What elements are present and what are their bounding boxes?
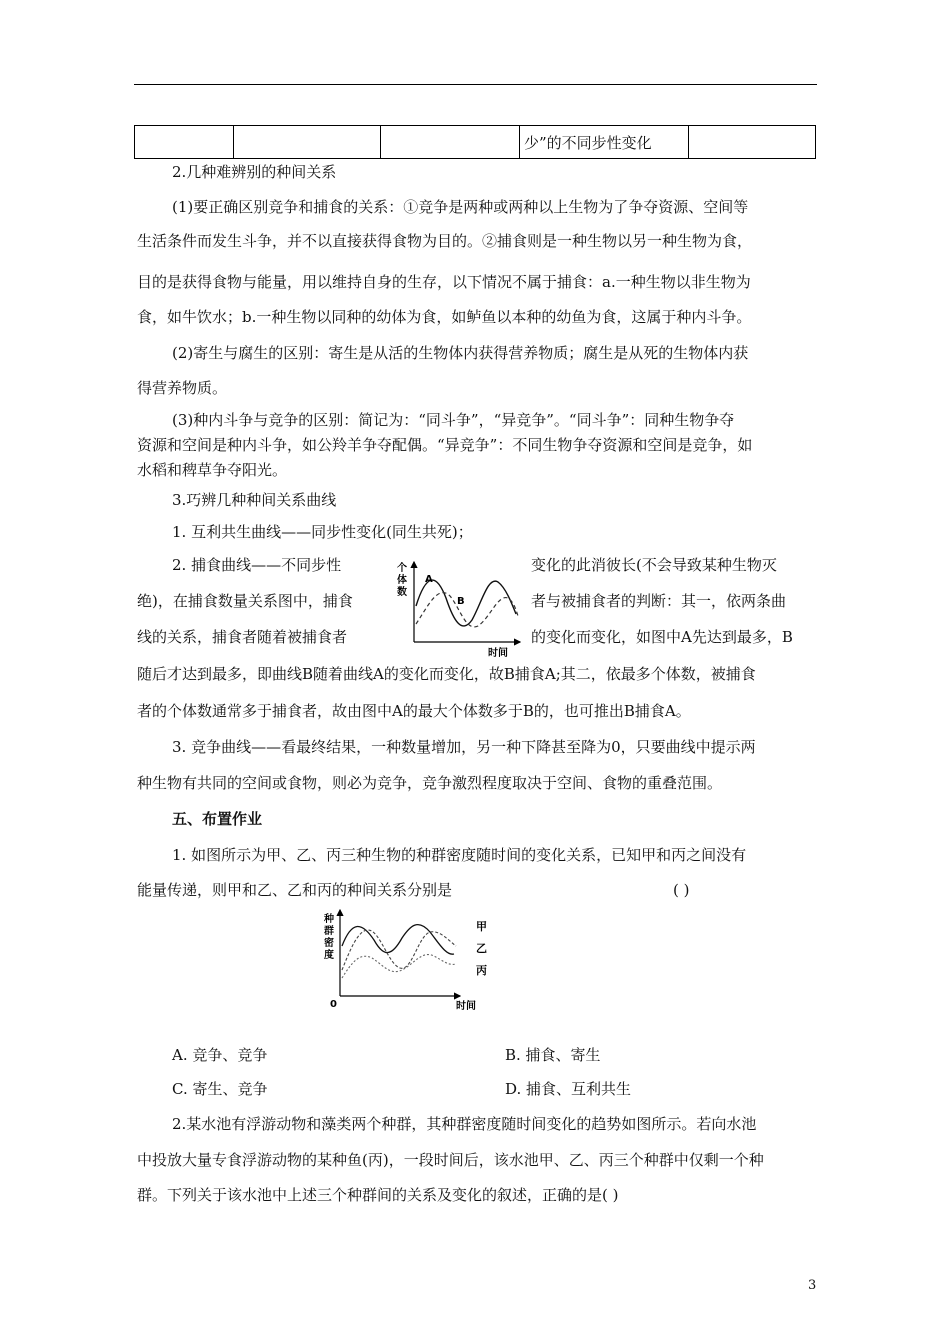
paragraph-line: 者与被捕食者的判断：其一，依两条曲 (531, 592, 787, 610)
section2-heading: 2.几种难辨别的种间关系 (172, 163, 337, 181)
paragraph-line: 资源和空间是种内斗争，如公羚羊争夺配偶。“异竞争”：不同生物争夺资源和空间是竞争，如 (137, 436, 753, 454)
table-cell (381, 126, 520, 159)
y-label-char: 群 (324, 926, 334, 937)
series-label-jia: 甲 (476, 920, 487, 933)
series-label-yi: 乙 (476, 942, 487, 955)
origin-label: 0 (330, 999, 337, 1010)
header-rule (134, 84, 817, 85)
curve-b (416, 593, 518, 627)
y-label-char: 度 (324, 950, 334, 961)
paragraph-line: (3)种内斗争与竞争的区别：简记为：“同斗争”，“异竞争”。“同斗争”：同种生物争夺 (172, 411, 735, 429)
answer-parenthesis: ( ) (673, 881, 690, 899)
y-label-char: 体 (397, 575, 407, 586)
paragraph-line: 生活条件而发生斗争，并不以直接获得食物为目的。②捕食则是一种生物以另一种生物为食， (137, 232, 753, 250)
paragraph-line: (1)要正确区别竞争和捕食的关系：①竞争是两种或两种以上生物为了争夺资源、空间等 (172, 198, 749, 216)
table-fragment (134, 125, 816, 159)
curve-a-label: A (425, 574, 433, 585)
paragraph-line: 目的是获得食物与能量，用以维持自身的生存，以下情况不属于捕食：a.一种生物以非生物为 (137, 273, 751, 291)
paragraph-line: 食，如牛饮水；b.一种生物以同种的幼体为食，如鲈鱼以本种的幼鱼为食，这属于种内斗争。 (137, 308, 752, 326)
paragraph-line: 者的个体数通常多于捕食者，故由图中A的最大个体数多于B的，也可推出B捕食A。 (137, 702, 691, 720)
question-line: 2.某水池有浮游动物和藻类两个种群，其种群密度随时间变化的趋势如图所示。若向水池 (172, 1115, 757, 1133)
y-label-char: 数 (397, 587, 407, 598)
question-line: 能量传递，则甲和乙、乙和丙的种间关系分别是 (137, 881, 453, 899)
curve-b-label: B (457, 596, 465, 607)
paragraph-line: 的变化而变化，如图中A先达到最多，B (531, 628, 793, 646)
paragraph-line: 得营养物质。 (137, 379, 228, 397)
table-cell: 少”的不同步性变化 (520, 126, 689, 159)
y-label-char: 种 (324, 914, 334, 925)
paragraph-line: 线的关系，捕食者随着被捕食者 (137, 628, 348, 646)
question-line: 中投放大量专食浮游动物的某种鱼(丙)，一段时间后，该水池甲、乙、丙三个种群中仅剩一个种 (137, 1151, 764, 1169)
x-axis-label: 时间 (488, 648, 508, 658)
curve-a (416, 580, 516, 626)
series-label-bing: 丙 (476, 964, 487, 977)
paragraph-line: 水稻和稗草争夺阳光。 (137, 461, 288, 479)
list-item: 1. 互利共生曲线——同步性变化(同生共死)； (172, 523, 473, 541)
table-cell (135, 126, 234, 159)
paragraph-line: 随后才达到最多，即曲线B随着曲线A的变化而变化，故B捕食A;其二，依最多个体数，被捕食 (137, 665, 756, 683)
predation-curve-figure (388, 554, 528, 658)
paragraph-line: 种生物有共同的空间或食物，则必为竞争，竞争激烈程度取决于空间、食物的重叠范围。 (137, 774, 723, 792)
y-label-char: 密 (324, 938, 334, 949)
curve-jia (342, 925, 454, 955)
curve-yi (342, 930, 456, 970)
option-c: C. 寄生、竞争 (172, 1080, 268, 1098)
question-line: 1. 如图所示为甲、乙、丙三种生物的种群密度随时间的变化关系，已知甲和丙之间没有 (172, 846, 747, 864)
page-number: 3 (808, 1278, 817, 1293)
curve-bing (342, 955, 456, 978)
list-item: 3. 竞争曲线——看最终结果，一种数量增加，另一种下降甚至降为0，只要曲线中提示两 (172, 738, 756, 756)
section5-heading: 五、布置作业 (172, 810, 263, 828)
table-cell (689, 126, 816, 159)
table-cell (234, 126, 381, 159)
option-d: D. 捕食、互利共生 (505, 1080, 632, 1098)
x-axis-label: 时间 (456, 1001, 476, 1012)
table-row (135, 126, 816, 159)
question-line: 群。下列关于该水池中上述三个种群间的关系及变化的叙述，正确的是( ) (137, 1186, 619, 1204)
option-a: A. 竞争、竞争 (172, 1046, 268, 1064)
y-label-char: 个 (397, 563, 407, 574)
population-density-figure (318, 906, 498, 1014)
paragraph-line: 变化的此消彼长(不会导致某种生物灭 (531, 556, 777, 574)
paragraph-line: (2)寄生与腐生的区别：寄生是从活的生物体内获得营养物质；腐生是从死的生物体内获 (172, 344, 749, 362)
paragraph-line: 绝)，在捕食数量关系图中，捕食 (137, 592, 353, 610)
option-b: B. 捕食、寄生 (505, 1046, 601, 1064)
section3-heading: 3.巧辨几种种间关系曲线 (172, 491, 337, 509)
list-item: 2. 捕食曲线——不同步性 (172, 556, 342, 574)
